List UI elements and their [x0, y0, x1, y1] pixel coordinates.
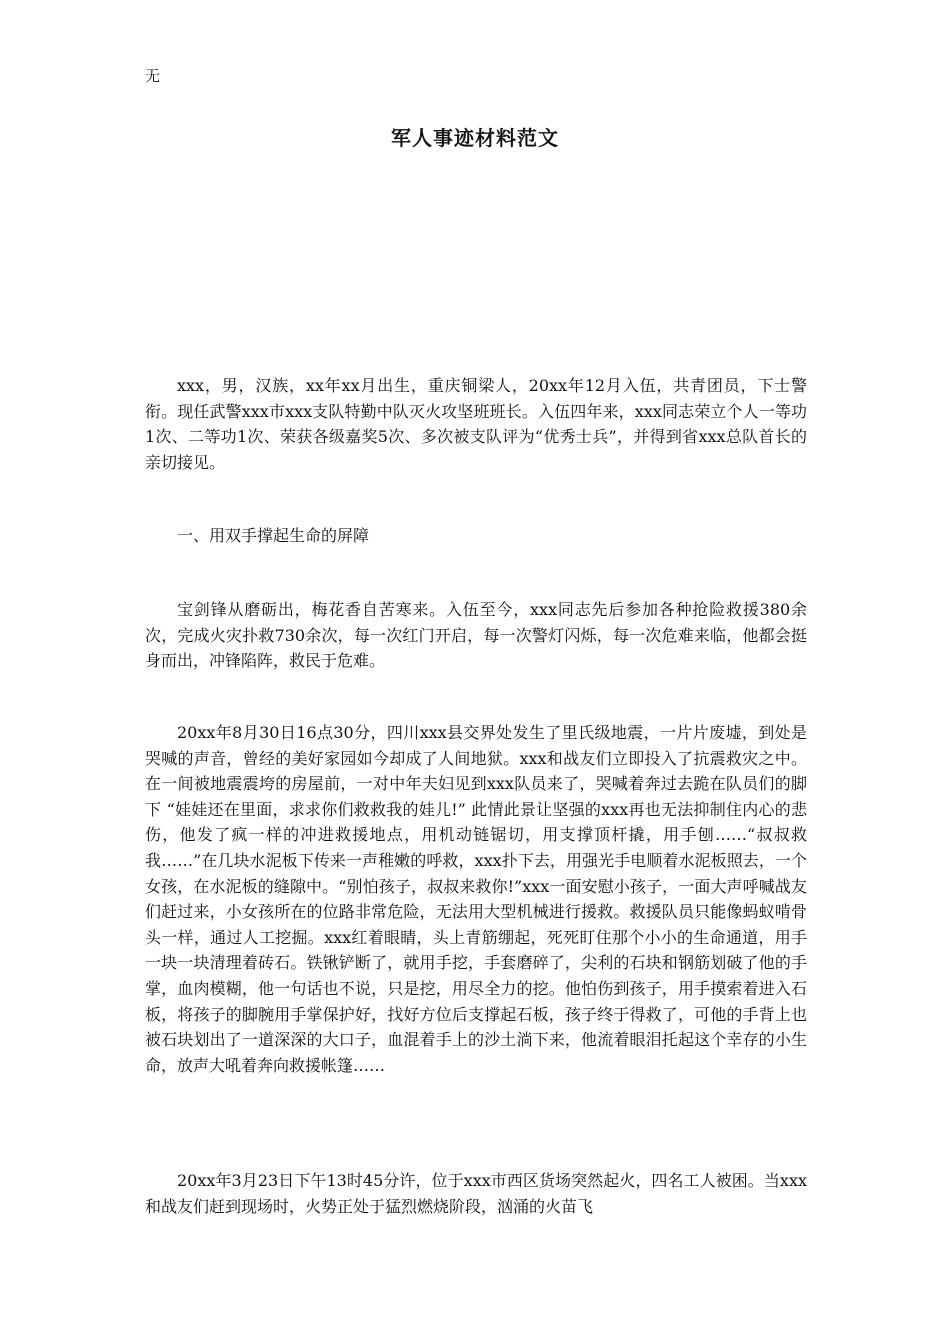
section-intro-paragraph: 宝剑锋从磨砺出，梅花香自苦寒来。入伍至今，xxx同志先后参加各种抢险救援380余次，完成火灾扑救730余次，每一次红门开启，每一次警灯闪烁，每一次危难来临，他都会挺身而出，冲锋陷阵，救民于危难。: [145, 600, 807, 671]
earthquake-paragraph: 20xx年8月30日16点30分，四川xxx县交界处发生了里氏级地震，一片片废墟，到处是哭喊的声音，曾经的美好家园如今却成了人间地狱。xxx和战友们立即投入了抗震救灾之中。在一间被地震震垮的房屋前，一对中年夫妇见到xxx队员来了，哭喊着奔过去跪在队员们的脚下 “娃娃还在里面，求求你们救救我的娃儿!” 此情此景让坚强的xxx再也无法抑制住内心的悲伤，他发了疯一样的冲进救援地点，用机动链锯切，用支撑顶杆撬，用手刨……“叔叔救我……”在几块水泥板下传来一声稚嫩的呼救，xxx扑下去，用强光手电顺着水泥板照去，一个女孩，在水泥板的缝隙中。“别怕孩子，叔叔来救你!”xxx一面安慰小孩子，一面大声呼喊战友们赶过来，小女孩所在的位路非常危险，无法用大型机械进行援救。救援队员只能像蚂蚁啃骨头一样，通过人工挖掘。xxx红着眼睛，头上青筋绷起，死死盯住那个小小的生命通道，用手一块一块清理着砖石。铁锹铲断了，就用手挖，手套磨碎了，尖利的石块和钢筋划破了他的手掌，血肉模糊，他一句话也不说，只是挖，用尽全力的挖。他怕伤到孩子，用手摸索着进入石板，将孩子的脚腕用手掌保护好，找好方位后支撑起石板，孩子终于得救了，可他的手背上也被石块划出了一道深深的大口子，血混着手上的沙土淌下来，他流着眼泪托起这个幸存的小生命，放声大吼着奔向救援帐篷……: [145, 723, 807, 1075]
document-title: 军人事迹材料范文: [391, 126, 559, 150]
header-note: 无: [145, 67, 161, 85]
fire-paragraph: 20xx年3月23日下午13时45分许，位于xxx市西区货场突然起火，四名工人被困。当xxx和战友们赶到现场时，火势正处于猛烈燃烧阶段，汹涌的火苗飞: [145, 1171, 807, 1216]
section-heading: 一、用双手撑起生命的屏障: [177, 526, 370, 545]
intro-paragraph: xxx，男，汉族，xx年xx月出生，重庆铜梁人，20xx年12月入伍，共青团员，下士警衔。现任武警xxx市xxx支队特勤中队灭火攻坚班班长。入伍四年来，xxx同志荣立个人一等功1次、二等功1次、荣获各级嘉奖5次、多次被支队评为“优秀士兵”，并得到省xxx总队首长的亲切接见。: [145, 376, 807, 472]
